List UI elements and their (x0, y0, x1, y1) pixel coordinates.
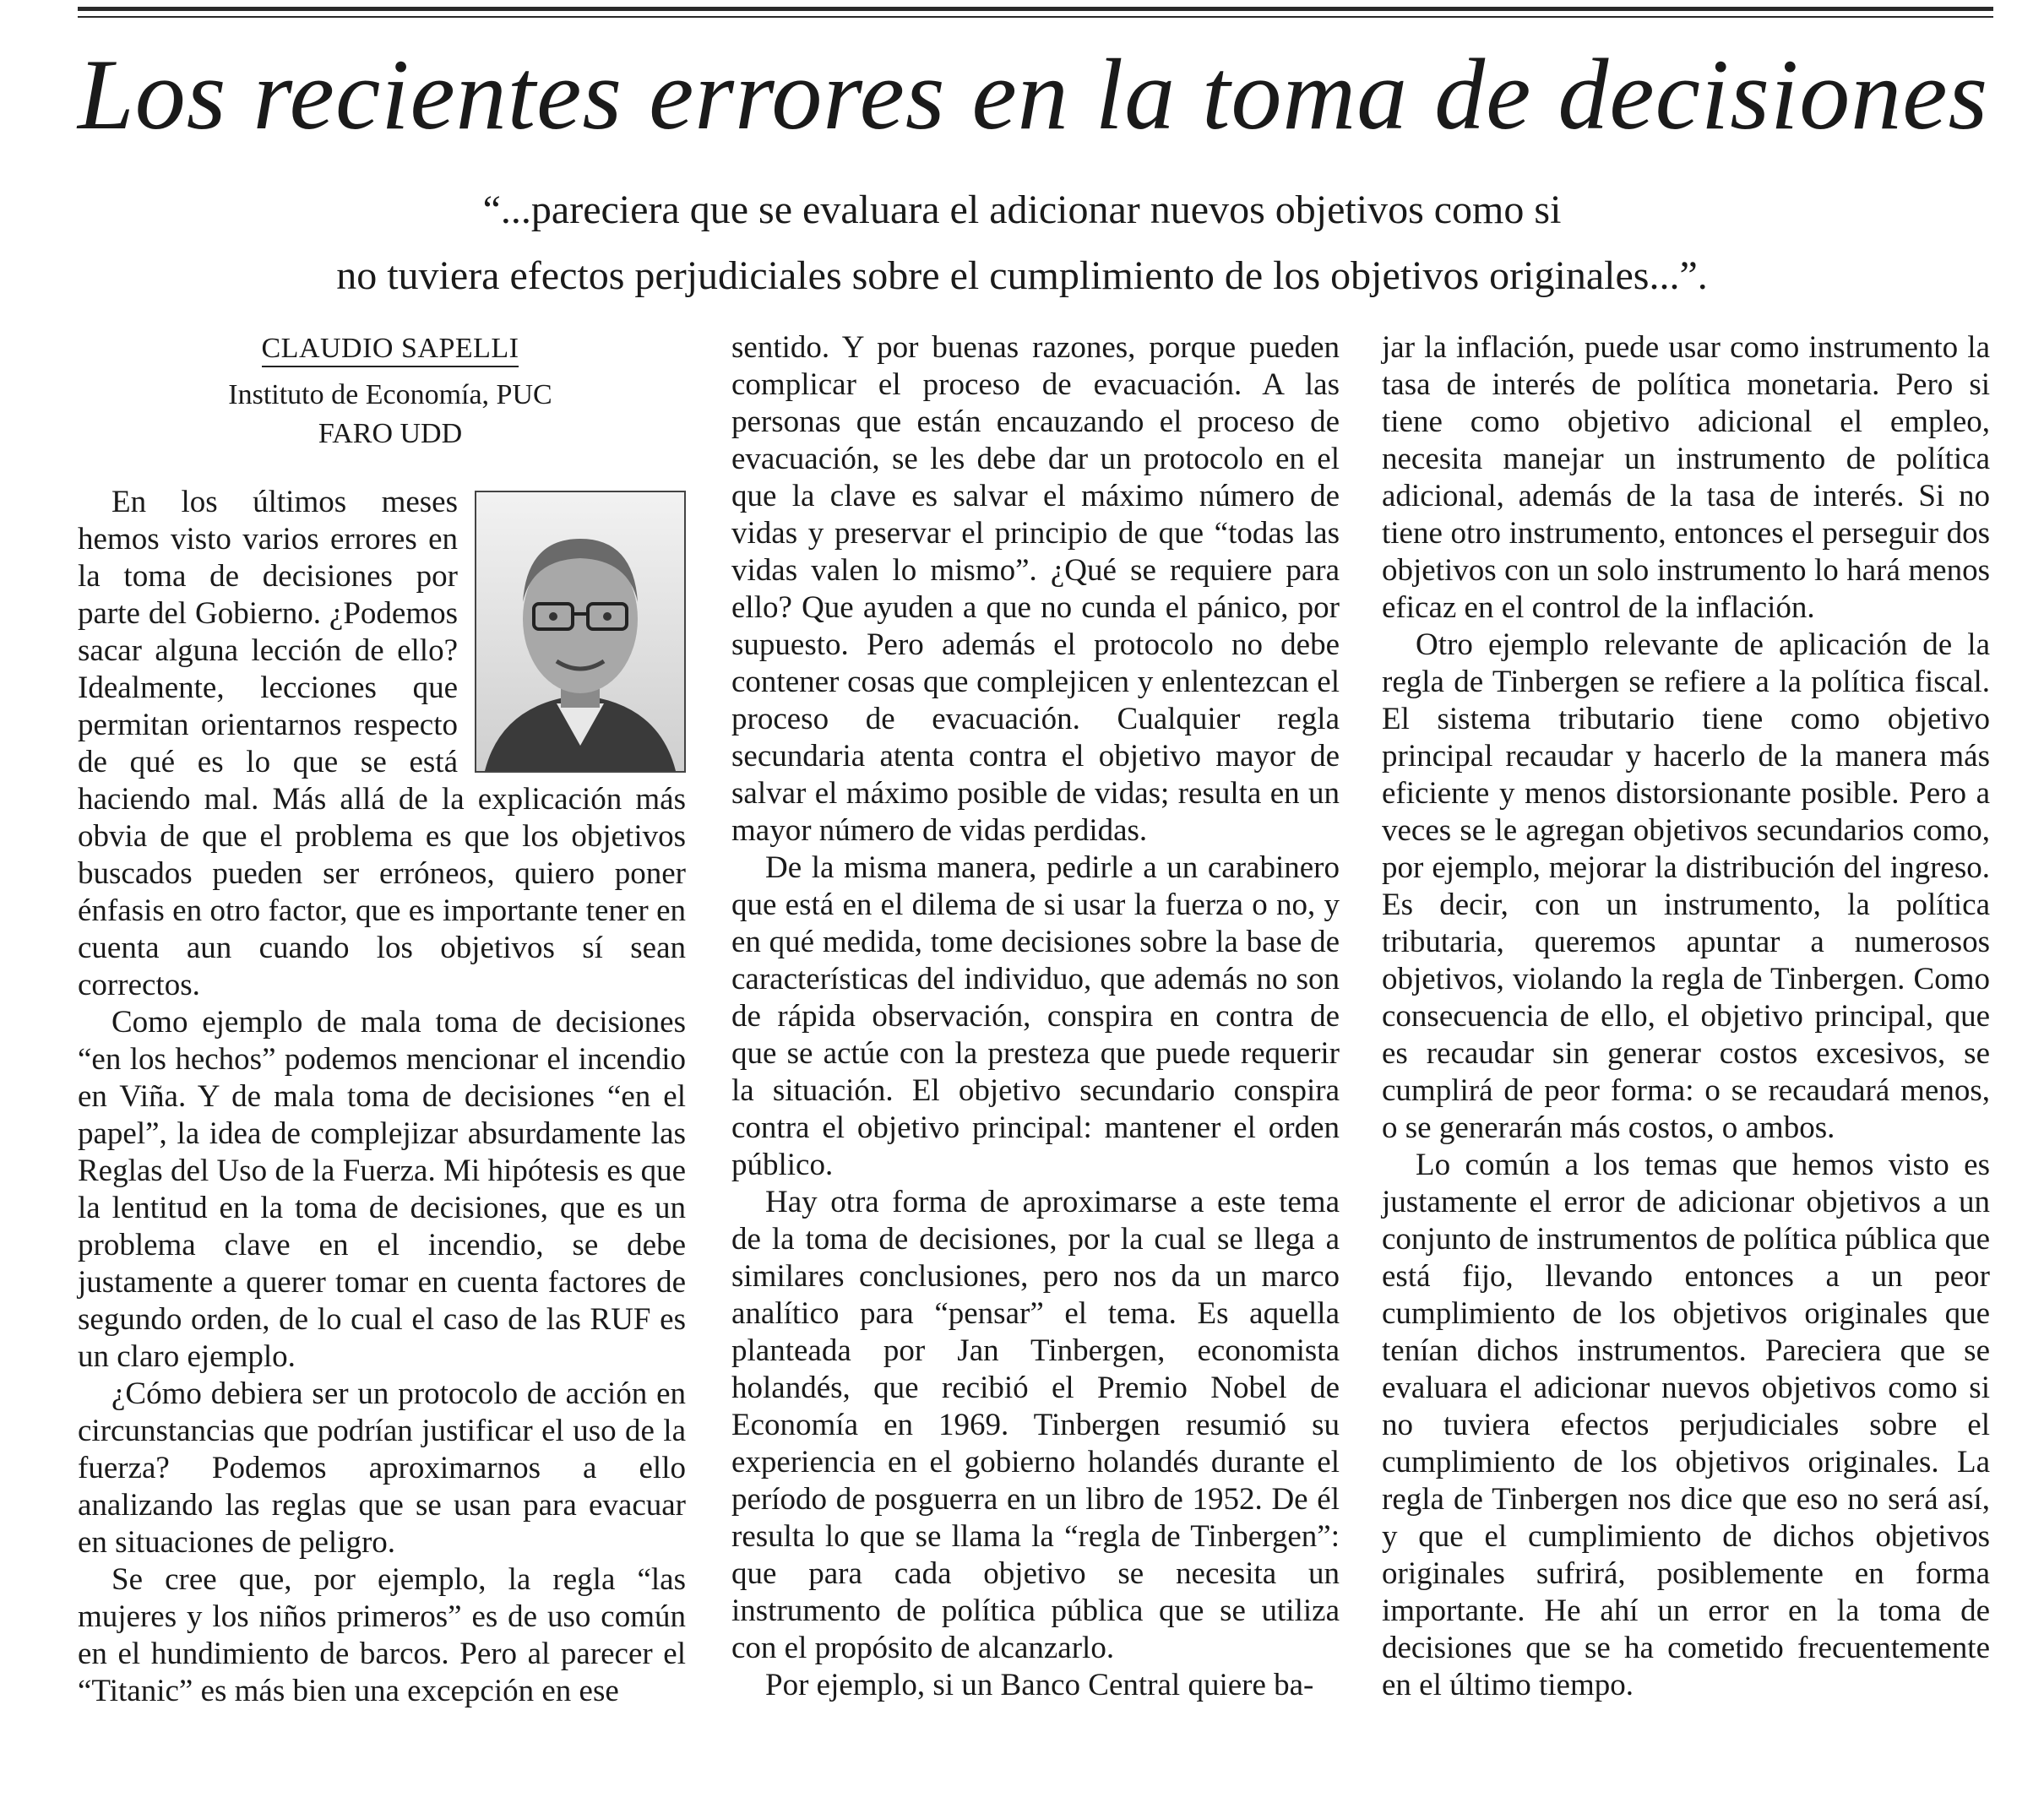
column-2 (731, 329, 1340, 1704)
paragraph-text: En los últimos meses hemos visto varios errores en la toma de decisiones por parte del Gobierno. ¿Podemos sacar alguna lección de ello? Idealmente, lecciones que permitan orientarnos respecto de qué es lo que se está haciendo mal. Más allá de la explicación más obvia de que el problema es que los objetivos buscados pueden ser erróneos, quiero poner énfasis en otro factor, que es importante tener en cuenta aun cuando los objetivos sí sean correctos. (78, 485, 686, 1002)
paragraph (78, 484, 686, 1004)
column-3 (1382, 329, 1990, 1704)
author-name: CLAUDIO SAPELLI (262, 332, 519, 367)
paragraph: Otro ejemplo relevante de aplicación de la regla de Tinbergen se refiere a la política fiscal. El sistema tributario tiene como objetivo principal recaudar y hacerlo de la manera más eficiente y menos distorsionante posible. Pero a veces se le agregan objetivos secundarios como, por ejemplo, mejorar la distribución del ingreso. Es decir, con un instrumento, la política tributaria, queremos apuntar a numerosos objetivos, violando la regla de Tinbergen. Como consecuencia de ello, el objetivo principal, que es recaudar sin generar costos excesivos, se cumplirá de peor forma: o se recaudará menos, o se generarán más costos, o ambos. (1382, 627, 1990, 1145)
paragraph: Lo común a los temas que hemos visto es justamente el error de adicionar objetivos a un conjunto de instrumentos de política pública que está fijo, llevando entonces a un peor cumplimiento de los objetivos originales que tenían dichos instrumentos. Pareciera que se evaluara el adicionar nuevos objetivos como si no tuviera efectos perjudiciales sobre el cumplimiento de los objetivos originales. La regla de Tinbergen nos dice que eso no será así, y que el cumplimiento de dichos objetivos originales sufrirá, posiblemente en forma importante. He ahí un error en la toma de decisiones que se ha cometido frecuentemente en el último tiempo. (1382, 1148, 1990, 1702)
pull-quote (211, 177, 1833, 309)
paragraph: Se cree que, por ejemplo, la regla “las mujeres y los niños primeros” es de uso común en el hundimiento de barcos. Pero al parecer el “Titanic” es más bien una excepción en ese (78, 1562, 686, 1708)
pull-quote-line-2: no tuviera efectos perjudiciales sobre el cumplimiento de los objetivos originales...”. (336, 253, 1708, 298)
paragraph: Por ejemplo, si un Banco Central quiere ba- (765, 1668, 1314, 1702)
top-rule-thick (78, 7, 1993, 11)
paragraph-continued: sentido. Y por buenas razones, porque pueden complicar el proceso de evacuación. A las personas que están encauzando el proceso de evacuación, se les debe dar un protocolo en el que la clave es salvar el máximo número de vidas y preservar el principio de que “todas las vidas valen lo mismo”. ¿Qué se requiere para ello? Que ayuden a que no cunda el pánico, por supuesto. Pero además el protocolo no debe contener cosas que complejicen y enlentezcan el proceso de evacuación. Cualquier regla secundaria atenta contra el objetivo mayor de salvar el máximo posible de vidas; resulta en un mayor número de vidas perdidas. (731, 330, 1340, 848)
author-affiliation-1: Instituto de Economía, PUC (228, 379, 552, 410)
author-photo (475, 491, 686, 773)
byline (78, 329, 686, 453)
paragraph-continued: jar la inflación, puede usar como instrumento la tasa de interés de política monetaria. Pero si tiene como objetivo adicional el empleo, necesita manejar un instrumento de política adicional, además de la tasa de interés. Si no tiene otro instrumento, entonces el perseguir dos objetivos con un solo instrumento lo hará menos eficaz en el control de la inflación. (1382, 330, 1990, 625)
column-1 (78, 329, 686, 1710)
top-rule-thin (78, 16, 1993, 18)
article-headline: Los recientes errores en la toma de decisiones (78, 38, 1989, 150)
author-affiliation-2: FARO UDD (318, 418, 463, 449)
paragraph: Hay otra forma de aproximarse a este tema de la toma de decisiones, por la cual se llega a similares conclusiones, pero nos da un marco analítico para “pensar” el tema. Es aquella planteada por Jan Tinbergen, economista holandés, que recibió el Premio Nobel de Economía en 1969. Tinbergen resumió su experiencia en el gobierno holandés durante el período de posguerra en un libro de 1952. De él resulta lo que se llama la “regla de Tinbergen”: que para cada objetivo se necesita un instrumento de política pública que se utiliza con el propósito de alcanzarlo. (731, 1185, 1340, 1665)
pull-quote-line-1: “...pareciera que se evaluara el adicionar nuevos objetivos como si (482, 187, 1562, 232)
paragraph: Como ejemplo de mala toma de decisiones “en los hechos” podemos mencionar el incendio en Viña. Y de mala toma de decisiones “en el papel”, la idea de complejizar absurdamente las Reglas del Uso de la Fuerza. Mi hipótesis es que la lentitud en la toma de decisiones, que es un problema clave en el incendio, se debe justamente a querer tomar en cuenta factores de segundo orden, de lo cual el caso de las RUF es un claro ejemplo. (78, 1005, 686, 1374)
paragraph: De la misma manera, pedirle a un carabinero que está en el dilema de si usar la fuerza o no, y en qué medida, tome decisiones sobre la base de características del individuo, que además no son de rápida observación, conspira en contra de que se actúe con la presteza que puede requerir la situación. El objetivo secundario conspira contra el objetivo principal: mantener el orden público. (731, 850, 1340, 1182)
paragraph: ¿Cómo debiera ser un protocolo de acción en circunstancias que podrían justificar el uso de la fuerza? Podemos aproximarnos a ello analizando las reglas que se usan para evacuar en situaciones de peligro. (78, 1376, 686, 1560)
